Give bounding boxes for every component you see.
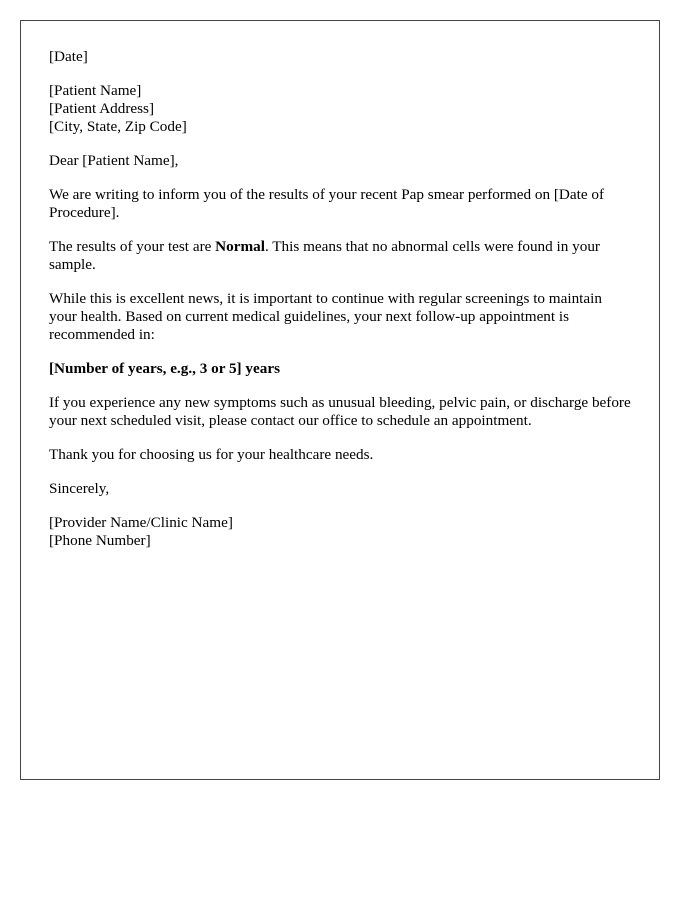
provider-phone: [Phone Number] — [49, 532, 151, 549]
intro-paragraph: We are writing to inform you of the results of your recent Pap smear performed on [Date of Procedure]. — [49, 186, 605, 221]
recipient-name: [Patient Name] — [49, 82, 142, 99]
followup-paragraph: While this is excellent news, it is important to continue with regular screenings to maintain your health. Based on current medical guidelines, your next follow-up appointment is recommended in: — [49, 290, 602, 343]
letter-date: [Date] — [49, 48, 88, 65]
signature-block — [49, 514, 631, 550]
recipient-city: [City, State, Zip Code] — [49, 118, 187, 135]
recipient-address-block — [49, 82, 631, 136]
results-paragraph — [49, 238, 631, 274]
results-suffix: . This means that no abnormal cells were found in your sample. — [49, 238, 600, 273]
closing: Sincerely, — [49, 480, 110, 497]
letter-page — [20, 20, 660, 780]
thanks-paragraph: Thank you for choosing us for your healthcare needs. — [49, 446, 374, 463]
results-value: Normal — [215, 238, 265, 255]
recipient-street: [Patient Address] — [49, 100, 155, 117]
salutation: Dear [Patient Name], — [49, 152, 179, 169]
followup-interval: [Number of years, e.g., 3 or 5] years — [49, 360, 280, 377]
symptoms-paragraph: If you experience any new symptoms such as unusual bleeding, pelvic pain, or discharge before your next scheduled visit, please contact our office to schedule an appointment. — [49, 394, 631, 429]
provider-name: [Provider Name/Clinic Name] — [49, 514, 233, 531]
results-prefix: The results of your test are — [49, 238, 216, 255]
